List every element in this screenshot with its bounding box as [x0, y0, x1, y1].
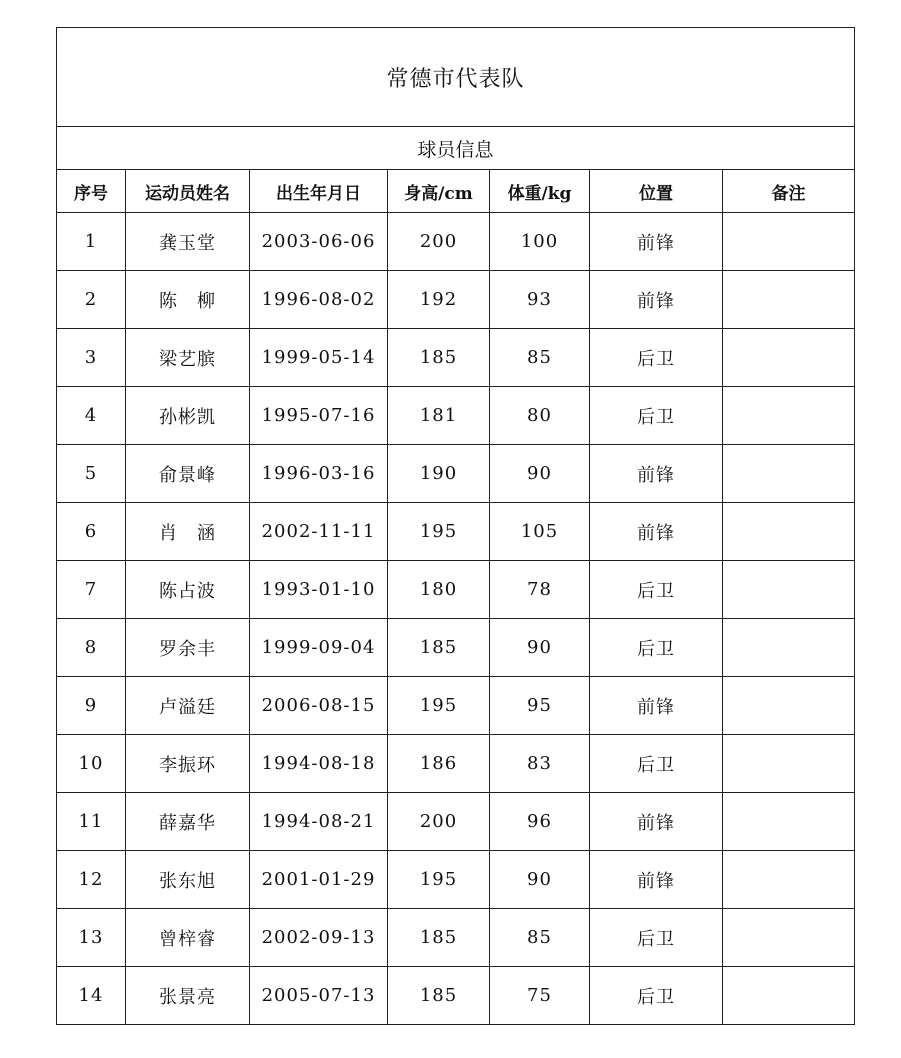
cell-height: 195	[388, 503, 490, 561]
table-row	[57, 387, 855, 445]
cell-birthdate: 2005-07-13	[250, 967, 388, 1025]
cell-height: 185	[388, 619, 490, 677]
cell-remarks	[723, 677, 855, 735]
table-row	[57, 503, 855, 561]
cell-birthdate: 2002-11-11	[250, 503, 388, 561]
col-header-name: 运动员姓名	[126, 170, 250, 213]
cell-name: 薛嘉华	[126, 793, 250, 851]
cell-height: 181	[388, 387, 490, 445]
cell-birthdate: 1999-05-14	[250, 329, 388, 387]
cell-remarks	[723, 445, 855, 503]
cell-remarks	[723, 909, 855, 967]
cell-birthdate: 1994-08-21	[250, 793, 388, 851]
cell-height: 180	[388, 561, 490, 619]
cell-height: 186	[388, 735, 490, 793]
cell-weight: 90	[490, 619, 590, 677]
cell-name: 肖 涵	[126, 503, 250, 561]
cell-index: 13	[57, 909, 126, 967]
cell-height: 200	[388, 213, 490, 271]
cell-height: 190	[388, 445, 490, 503]
cell-remarks	[723, 967, 855, 1025]
cell-remarks	[723, 735, 855, 793]
table-row	[57, 213, 855, 271]
cell-index: 10	[57, 735, 126, 793]
table-row	[57, 561, 855, 619]
cell-index: 4	[57, 387, 126, 445]
cell-name: 曾梓睿	[126, 909, 250, 967]
cell-remarks	[723, 561, 855, 619]
table-row	[57, 329, 855, 387]
cell-name: 俞景峰	[126, 445, 250, 503]
cell-birthdate: 1993-01-10	[250, 561, 388, 619]
cell-weight: 78	[490, 561, 590, 619]
cell-remarks	[723, 271, 855, 329]
cell-birthdate: 1994-08-18	[250, 735, 388, 793]
cell-weight: 85	[490, 909, 590, 967]
cell-remarks	[723, 503, 855, 561]
col-header-height: 身高/cm	[388, 170, 490, 213]
player-table	[56, 27, 855, 1025]
cell-weight: 83	[490, 735, 590, 793]
cell-position: 前锋	[590, 677, 723, 735]
cell-index: 2	[57, 271, 126, 329]
table-row	[57, 271, 855, 329]
cell-birthdate: 2003-06-06	[250, 213, 388, 271]
cell-birthdate: 2001-01-29	[250, 851, 388, 909]
table-row	[57, 793, 855, 851]
cell-weight: 85	[490, 329, 590, 387]
table-row	[57, 735, 855, 793]
cell-weight: 80	[490, 387, 590, 445]
cell-position: 后卫	[590, 329, 723, 387]
cell-position: 后卫	[590, 735, 723, 793]
cell-weight: 93	[490, 271, 590, 329]
cell-height: 185	[388, 329, 490, 387]
cell-height: 200	[388, 793, 490, 851]
col-header-weight: 体重/kg	[490, 170, 590, 213]
table-body	[57, 28, 855, 1025]
cell-name: 孙彬凯	[126, 387, 250, 445]
cell-birthdate: 2006-08-15	[250, 677, 388, 735]
cell-index: 7	[57, 561, 126, 619]
cell-name: 陈 柳	[126, 271, 250, 329]
cell-birthdate: 1996-03-16	[250, 445, 388, 503]
col-header-index: 序号	[57, 170, 126, 213]
cell-remarks	[723, 793, 855, 851]
cell-position: 前锋	[590, 503, 723, 561]
cell-name: 张景亮	[126, 967, 250, 1025]
roster-sheet	[56, 27, 854, 1025]
cell-height: 185	[388, 967, 490, 1025]
cell-remarks	[723, 851, 855, 909]
cell-birthdate: 2002-09-13	[250, 909, 388, 967]
cell-position: 前锋	[590, 271, 723, 329]
cell-position: 前锋	[590, 851, 723, 909]
table-row	[57, 619, 855, 677]
cell-position: 后卫	[590, 909, 723, 967]
cell-weight: 105	[490, 503, 590, 561]
cell-weight: 90	[490, 445, 590, 503]
cell-remarks	[723, 619, 855, 677]
cell-name: 罗余丰	[126, 619, 250, 677]
cell-position: 后卫	[590, 387, 723, 445]
cell-name: 陈占波	[126, 561, 250, 619]
cell-height: 192	[388, 271, 490, 329]
cell-weight: 96	[490, 793, 590, 851]
cell-position: 后卫	[590, 967, 723, 1025]
cell-index: 9	[57, 677, 126, 735]
cell-birthdate: 1996-08-02	[250, 271, 388, 329]
cell-weight: 75	[490, 967, 590, 1025]
table-row	[57, 909, 855, 967]
cell-remarks	[723, 213, 855, 271]
cell-index: 12	[57, 851, 126, 909]
cell-name: 张东旭	[126, 851, 250, 909]
table-row	[57, 967, 855, 1025]
cell-weight: 90	[490, 851, 590, 909]
cell-birthdate: 1999-09-04	[250, 619, 388, 677]
cell-height: 195	[388, 677, 490, 735]
col-header-remarks: 备注	[723, 170, 855, 213]
cell-name: 李振环	[126, 735, 250, 793]
header-row	[57, 170, 855, 213]
cell-birthdate: 1995-07-16	[250, 387, 388, 445]
team-title: 常德市代表队	[57, 28, 855, 127]
cell-height: 185	[388, 909, 490, 967]
cell-position: 前锋	[590, 445, 723, 503]
cell-position: 后卫	[590, 561, 723, 619]
cell-name: 龚玉堂	[126, 213, 250, 271]
col-header-birthdate: 出生年月日	[250, 170, 388, 213]
cell-index: 1	[57, 213, 126, 271]
table-row	[57, 677, 855, 735]
cell-name: 卢溢廷	[126, 677, 250, 735]
cell-index: 14	[57, 967, 126, 1025]
section-subtitle: 球员信息	[57, 127, 855, 170]
cell-index: 11	[57, 793, 126, 851]
cell-index: 3	[57, 329, 126, 387]
table-row	[57, 445, 855, 503]
table-row	[57, 851, 855, 909]
cell-weight: 100	[490, 213, 590, 271]
cell-position: 后卫	[590, 619, 723, 677]
cell-index: 5	[57, 445, 126, 503]
cell-weight: 95	[490, 677, 590, 735]
cell-remarks	[723, 387, 855, 445]
cell-name: 梁艺膑	[126, 329, 250, 387]
cell-height: 195	[388, 851, 490, 909]
col-header-position: 位置	[590, 170, 723, 213]
cell-index: 6	[57, 503, 126, 561]
cell-position: 前锋	[590, 213, 723, 271]
cell-index: 8	[57, 619, 126, 677]
cell-remarks	[723, 329, 855, 387]
cell-position: 前锋	[590, 793, 723, 851]
